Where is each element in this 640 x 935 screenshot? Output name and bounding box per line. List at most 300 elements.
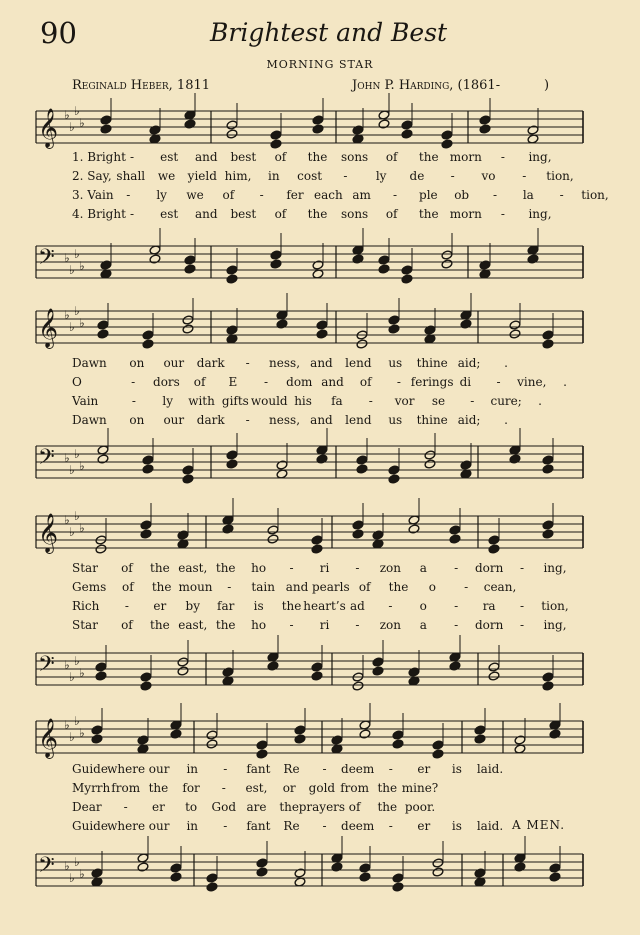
note-head bbox=[352, 520, 364, 530]
flat-sign: ♭ bbox=[69, 670, 75, 684]
lyric-syllable: ing, bbox=[543, 618, 567, 632]
lyrics-system-4-verse-3 bbox=[0, 800, 640, 818]
lyric-syllable: am bbox=[352, 188, 371, 202]
lyric-syllable: to bbox=[185, 800, 198, 814]
lyric-syllable: mine? bbox=[401, 781, 439, 795]
lyric-syllable: o bbox=[419, 599, 427, 613]
note-head bbox=[311, 535, 323, 545]
bass-staff-system-4 bbox=[0, 848, 640, 893]
note-head bbox=[256, 740, 268, 750]
lyric-syllable: dorn bbox=[474, 618, 504, 632]
lyric-syllable: - bbox=[322, 762, 327, 776]
note-head bbox=[331, 735, 343, 745]
lyric-syllable: ri bbox=[319, 618, 330, 632]
note-head bbox=[388, 324, 400, 334]
staff-lines bbox=[36, 854, 583, 886]
note-head bbox=[97, 454, 109, 464]
lyric-syllable: thine bbox=[416, 356, 448, 370]
lyric-syllable: the bbox=[281, 599, 302, 613]
lyric-syllable: our bbox=[163, 356, 185, 370]
lyric-syllable: gold bbox=[308, 781, 336, 795]
lyric-syllable: in bbox=[186, 819, 199, 833]
lyric-syllable: ness, bbox=[269, 413, 301, 427]
note-head bbox=[424, 325, 436, 335]
note-head bbox=[441, 139, 453, 149]
lyric-syllable: and bbox=[194, 150, 218, 164]
note-head bbox=[226, 265, 238, 275]
note-head bbox=[542, 672, 554, 682]
flat-sign: ♭ bbox=[64, 718, 70, 732]
lyric-syllable: Dawn bbox=[72, 356, 107, 370]
lyric-syllable: in bbox=[268, 169, 280, 183]
note-head bbox=[142, 339, 154, 349]
note-head bbox=[95, 544, 107, 554]
lyric-syllable: us bbox=[388, 356, 403, 370]
flat-sign: ♭ bbox=[79, 459, 85, 473]
flat-sign: ♭ bbox=[64, 513, 70, 527]
lyric-syllable: Gems bbox=[72, 580, 107, 594]
note-head bbox=[441, 130, 453, 140]
lyrics-system-4-verse-2 bbox=[0, 781, 640, 799]
note-head bbox=[170, 872, 182, 882]
flat-sign: ♭ bbox=[69, 730, 75, 744]
lyric-syllable: from bbox=[111, 781, 141, 795]
note-head bbox=[432, 749, 444, 759]
lyric-syllable: Star bbox=[72, 618, 98, 632]
note-head bbox=[479, 124, 491, 134]
note-head bbox=[352, 529, 364, 539]
flat-sign: ♭ bbox=[79, 867, 85, 881]
note-head bbox=[270, 250, 282, 260]
note-head bbox=[140, 681, 152, 691]
lyric-syllable: the bbox=[150, 618, 170, 632]
flat-sign: ♭ bbox=[69, 120, 75, 134]
lyric-syllable: of bbox=[359, 375, 372, 389]
note-head bbox=[316, 329, 328, 339]
note-head bbox=[91, 734, 103, 744]
lyric-syllable: E bbox=[228, 375, 238, 389]
lyric-syllable: . bbox=[538, 394, 542, 408]
treble-staff-system-4 bbox=[0, 715, 640, 760]
lyric-syllable: pearls bbox=[311, 580, 350, 594]
note-head bbox=[100, 124, 112, 134]
note-head bbox=[372, 530, 384, 540]
note-head bbox=[226, 120, 238, 130]
note-head bbox=[226, 129, 238, 139]
lyrics-system-1-verse-1 bbox=[0, 150, 640, 168]
note-head bbox=[226, 274, 238, 284]
flat-sign: ♭ bbox=[69, 871, 75, 885]
lyric-syllable: - bbox=[520, 561, 525, 575]
note-head bbox=[267, 534, 279, 544]
lyric-syllable: O bbox=[72, 375, 82, 389]
note-head bbox=[542, 455, 554, 465]
note-head bbox=[206, 873, 218, 883]
note-head bbox=[316, 454, 328, 464]
note-head bbox=[91, 868, 103, 878]
note-head bbox=[206, 730, 218, 740]
lyric-syllable: morn bbox=[449, 207, 482, 221]
note-head bbox=[549, 729, 561, 739]
lyric-syllable: di bbox=[459, 375, 472, 389]
lyric-syllable: fer bbox=[286, 188, 304, 202]
lyric-syllable: - bbox=[522, 169, 527, 183]
lyric-syllable: of bbox=[274, 150, 287, 164]
lyric-syllable: . bbox=[563, 375, 567, 389]
lyric-syllable: Re bbox=[283, 762, 300, 776]
note-head bbox=[142, 455, 154, 465]
note-head bbox=[392, 730, 404, 740]
lyric-syllable: the bbox=[148, 781, 169, 795]
note-head bbox=[392, 873, 404, 883]
note-head bbox=[424, 459, 436, 469]
note-head bbox=[170, 729, 182, 739]
lyric-syllable: a bbox=[419, 561, 427, 575]
note-head bbox=[460, 460, 472, 470]
note-head bbox=[479, 260, 491, 270]
lyric-syllable: dark bbox=[196, 356, 225, 370]
lyric-syllable: ho bbox=[251, 618, 267, 632]
note-head bbox=[140, 520, 152, 530]
lyrics-system-2-verse-2 bbox=[0, 375, 640, 393]
note-head bbox=[137, 862, 149, 872]
lyric-syllable: est bbox=[160, 207, 179, 221]
composer-credit: John P. Harding, (1861- bbox=[352, 78, 501, 93]
lyric-syllable: of bbox=[222, 188, 235, 202]
flat-sign: ♭ bbox=[69, 263, 75, 277]
lyric-syllable: east, bbox=[178, 618, 208, 632]
note-head bbox=[276, 319, 288, 329]
lyric-syllable: ing, bbox=[528, 207, 552, 221]
note-head bbox=[441, 259, 453, 269]
flat-sign: ♭ bbox=[64, 108, 70, 122]
amen: A MEN. bbox=[512, 818, 566, 832]
treble-clef: 𝄞 bbox=[38, 308, 59, 348]
hymn-title: Brightest and Best bbox=[210, 18, 448, 47]
bass-staff-system-3 bbox=[0, 647, 640, 692]
lyric-syllable: - bbox=[470, 394, 475, 408]
lyric-syllable: - bbox=[392, 188, 398, 202]
lyrics-system-3-verse-4 bbox=[0, 618, 640, 636]
lyric-syllable: him, bbox=[224, 169, 252, 183]
lyric-syllable: - bbox=[221, 781, 226, 795]
lyric-syllable: - bbox=[223, 819, 228, 833]
lyric-syllable: - bbox=[388, 599, 393, 613]
staff-lines bbox=[36, 721, 583, 753]
treble-clef: 𝄞 bbox=[38, 108, 59, 148]
bass-clef: 𝄢 bbox=[38, 652, 55, 682]
note-head bbox=[514, 862, 526, 872]
flat-sign: ♭ bbox=[69, 320, 75, 334]
lyric-syllable: we bbox=[157, 169, 176, 183]
note-head bbox=[140, 529, 152, 539]
staff-lines bbox=[36, 311, 583, 343]
lyric-syllable: lend bbox=[345, 413, 372, 427]
lyric-syllable: . bbox=[504, 356, 508, 370]
note-head bbox=[408, 667, 420, 677]
lyric-syllable: cost bbox=[297, 169, 323, 183]
lyric-syllable: - bbox=[355, 561, 360, 575]
lyric-syllable: aid; bbox=[457, 413, 481, 427]
lyric-syllable: are bbox=[246, 800, 267, 814]
note-head bbox=[294, 725, 306, 735]
note-head bbox=[100, 115, 112, 125]
note-head bbox=[488, 671, 500, 681]
lyric-syllable: from bbox=[340, 781, 369, 795]
note-head bbox=[226, 450, 238, 460]
flat-sign: ♭ bbox=[74, 654, 80, 668]
note-head bbox=[311, 662, 323, 672]
lyric-syllable: the bbox=[150, 561, 170, 575]
lyric-syllable: and bbox=[194, 207, 218, 221]
lyrics-system-2-verse-1 bbox=[0, 356, 640, 374]
note-head bbox=[401, 274, 413, 284]
lyric-syllable: er bbox=[151, 800, 165, 814]
note-head bbox=[267, 661, 279, 671]
note-head bbox=[267, 525, 279, 535]
note-head bbox=[378, 264, 390, 274]
lyric-syllable: deem bbox=[341, 762, 375, 776]
note-head bbox=[256, 749, 268, 759]
staff-lines bbox=[36, 516, 583, 548]
treble-staff-system-1 bbox=[0, 105, 640, 150]
lyric-syllable: est, bbox=[245, 781, 268, 795]
staff-lines bbox=[36, 111, 583, 143]
lyric-syllable: of bbox=[121, 580, 134, 594]
composer-credit-close: ) bbox=[544, 78, 550, 93]
lyric-syllable: ing, bbox=[528, 150, 552, 164]
lyric-syllable: heart’s bbox=[303, 599, 346, 613]
flat-sign: ♭ bbox=[74, 104, 80, 118]
note-head bbox=[542, 681, 554, 691]
note-head bbox=[270, 259, 282, 269]
note-head bbox=[352, 254, 364, 264]
flat-sign: ♭ bbox=[79, 726, 85, 740]
flat-sign: ♭ bbox=[69, 463, 75, 477]
lyric-syllable: ly bbox=[375, 169, 387, 183]
note-head bbox=[449, 525, 461, 535]
note-head bbox=[392, 739, 404, 749]
lyric-syllable: his bbox=[294, 394, 312, 408]
lyric-syllable: - bbox=[454, 561, 459, 575]
lyric-syllable: morn bbox=[449, 150, 482, 164]
note-head bbox=[312, 115, 324, 125]
lyric-syllable: would bbox=[250, 394, 288, 408]
note-head bbox=[177, 530, 189, 540]
lyric-syllable: the bbox=[377, 800, 398, 814]
lyric-syllable: Rich bbox=[72, 599, 100, 613]
lyric-syllable: of bbox=[385, 207, 398, 221]
lyric-syllable: our bbox=[163, 413, 185, 427]
lyric-syllable: - bbox=[130, 150, 135, 164]
note-head bbox=[460, 319, 472, 329]
lyric-syllable: - bbox=[131, 394, 136, 408]
note-head bbox=[474, 725, 486, 735]
lyrics-system-2-verse-3 bbox=[0, 394, 640, 412]
lyric-syllable: - bbox=[520, 618, 525, 632]
lyric-syllable: the bbox=[215, 561, 236, 575]
lyric-syllable: er bbox=[153, 599, 167, 613]
lyric-syllable: - bbox=[450, 169, 455, 183]
flat-sign: ♭ bbox=[79, 521, 85, 535]
lyric-syllable: ness, bbox=[269, 356, 301, 370]
lyrics-system-3-verse-3 bbox=[0, 599, 640, 617]
lyric-syllable: and bbox=[285, 580, 309, 594]
note-head bbox=[352, 125, 364, 135]
lyric-syllable: best bbox=[230, 207, 257, 221]
note-head bbox=[177, 657, 189, 667]
lyric-syllable: - bbox=[289, 561, 294, 575]
lyric-syllable: - bbox=[368, 394, 373, 408]
note-head bbox=[408, 524, 420, 534]
lyric-syllable: - bbox=[245, 413, 250, 427]
note-head bbox=[294, 868, 306, 878]
note-head bbox=[359, 729, 371, 739]
note-head bbox=[331, 862, 343, 872]
lyric-syllable: - bbox=[355, 618, 360, 632]
lyric-syllable: 2. Say, bbox=[72, 169, 112, 183]
lyric-syllable: aid; bbox=[457, 356, 481, 370]
lyric-syllable: - bbox=[396, 375, 401, 389]
note-head bbox=[312, 260, 324, 270]
lyric-syllable: ob bbox=[454, 188, 470, 202]
lyric-syllable: the bbox=[151, 580, 172, 594]
note-head bbox=[356, 455, 368, 465]
note-head bbox=[91, 725, 103, 735]
lyric-syllable: ing, bbox=[543, 561, 567, 575]
page-number: 90 bbox=[40, 16, 77, 50]
lyric-syllable: - bbox=[559, 188, 564, 202]
lyric-syllable: - bbox=[496, 375, 501, 389]
note-head bbox=[542, 529, 554, 539]
note-head bbox=[372, 657, 384, 667]
note-head bbox=[97, 320, 109, 330]
lyric-syllable: shall bbox=[116, 169, 146, 183]
flat-sign: ♭ bbox=[79, 316, 85, 330]
lyric-syllable: and bbox=[310, 356, 333, 370]
lyric-syllable: - bbox=[343, 169, 348, 183]
lyric-syllable: on bbox=[129, 356, 145, 370]
lyric-syllable: - bbox=[259, 188, 264, 202]
lyric-syllable: tion, bbox=[546, 169, 574, 183]
bass-staff-system-2 bbox=[0, 440, 640, 485]
note-head bbox=[184, 255, 196, 265]
treble-staff-system-3 bbox=[0, 510, 640, 555]
lyric-syllable: - bbox=[492, 188, 498, 202]
flat-sign: ♭ bbox=[79, 666, 85, 680]
lyric-syllable: and bbox=[310, 413, 333, 427]
lyric-syllable: of bbox=[274, 207, 287, 221]
lyrics-system-2-verse-4 bbox=[0, 413, 640, 431]
lyric-syllable: the bbox=[388, 580, 409, 594]
lyric-syllable: the bbox=[307, 207, 328, 221]
lyric-syllable: of bbox=[348, 800, 361, 814]
note-head bbox=[449, 534, 461, 544]
lyric-syllable: - bbox=[388, 819, 393, 833]
note-head bbox=[311, 671, 323, 681]
lyric-syllable: our bbox=[148, 819, 170, 833]
lyric-syllable: - bbox=[131, 375, 136, 389]
flat-sign: ♭ bbox=[74, 247, 80, 261]
note-head bbox=[222, 667, 234, 677]
lyric-syllable: poor. bbox=[404, 800, 436, 814]
note-head bbox=[488, 662, 500, 672]
note-head bbox=[424, 450, 436, 460]
lyric-syllable: ly bbox=[156, 188, 167, 202]
lyrics-system-1-verse-4 bbox=[0, 207, 640, 225]
lyric-syllable: of bbox=[121, 618, 133, 632]
note-head bbox=[542, 330, 554, 340]
lyric-syllable: of bbox=[121, 561, 133, 575]
lyric-syllable: zon bbox=[379, 618, 401, 632]
lyric-syllable: tain bbox=[251, 580, 275, 594]
author-credit: Reginald Heber, 1811 bbox=[72, 78, 211, 93]
note-head bbox=[549, 863, 561, 873]
note-head bbox=[378, 119, 390, 129]
note-head bbox=[256, 858, 268, 868]
lyric-syllable: - bbox=[130, 207, 135, 221]
lyric-syllable: de bbox=[409, 169, 425, 183]
note-head bbox=[401, 129, 413, 139]
lyric-syllable: God bbox=[211, 800, 237, 814]
note-head bbox=[356, 464, 368, 474]
note-head bbox=[527, 254, 539, 264]
staff-lines bbox=[36, 653, 583, 685]
lyric-syllable: laid. bbox=[476, 819, 504, 833]
lyric-syllable: vor bbox=[394, 394, 415, 408]
note-head bbox=[222, 524, 234, 534]
lyric-syllable: 3. Vain bbox=[72, 188, 114, 202]
lyric-syllable: fa bbox=[331, 394, 343, 408]
lyric-syllable: cure; bbox=[490, 394, 522, 408]
lyric-syllable: yield bbox=[187, 169, 217, 183]
note-head bbox=[378, 255, 390, 265]
lyric-syllable: our bbox=[148, 762, 170, 776]
lyric-syllable: est bbox=[160, 150, 179, 164]
flat-sign: ♭ bbox=[64, 251, 70, 265]
lyric-syllable: - bbox=[454, 618, 459, 632]
lyric-syllable: - bbox=[322, 819, 327, 833]
note-head bbox=[432, 740, 444, 750]
flat-sign: ♭ bbox=[74, 509, 80, 523]
lyric-syllable: is bbox=[253, 599, 264, 613]
lyric-syllable: - bbox=[245, 356, 250, 370]
lyric-syllable: with bbox=[188, 394, 215, 408]
lyric-syllable: moun bbox=[178, 580, 213, 594]
note-head bbox=[432, 867, 444, 877]
note-head bbox=[142, 330, 154, 340]
tune-name: MORNING STAR bbox=[266, 58, 374, 71]
note-head bbox=[270, 130, 282, 140]
note-head bbox=[206, 739, 218, 749]
note-head bbox=[177, 666, 189, 676]
note-head bbox=[100, 260, 112, 270]
staff-lines bbox=[36, 446, 583, 478]
note-head bbox=[509, 320, 521, 330]
note-head bbox=[359, 863, 371, 873]
lyric-syllable: fant bbox=[246, 819, 271, 833]
lyric-syllable: by bbox=[185, 599, 201, 613]
lyric-syllable: 1. Bright bbox=[72, 150, 126, 164]
lyric-syllable: ple bbox=[419, 188, 438, 202]
lyric-syllable: tion, bbox=[581, 188, 609, 202]
bass-clef: 𝄢 bbox=[38, 245, 55, 275]
lyric-syllable: Vain bbox=[72, 394, 99, 408]
lyric-syllable: Guide bbox=[72, 819, 108, 833]
lyric-syllable: of bbox=[193, 375, 206, 389]
note-head bbox=[226, 325, 238, 335]
lyric-syllable: Dawn bbox=[72, 413, 107, 427]
